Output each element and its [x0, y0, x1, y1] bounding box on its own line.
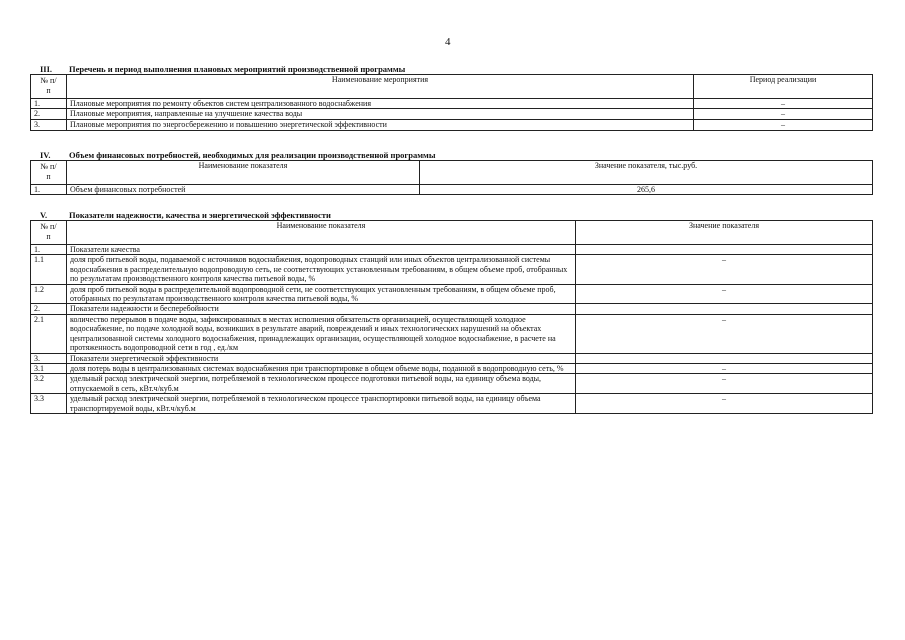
row-name: доля проб питьевой воды в распределительной водопроводной сети, не соответствующих установленным требованиям, в общем объеме проб, отобранных по результатам производственного контроля качества питьевой воды, % [67, 284, 576, 304]
row-name: доля проб питьевой воды, подаваемой с источников водоснабжения, водопроводных станций или иных объектов централизованной системы водоснабжения в распределительную водопроводную сеть, не соответствующих установленным требованиям, в общем объеме проб, отобранных по результатам производственного контроля качества питьевой воды, % [67, 255, 576, 284]
table-row [31, 98, 873, 109]
table-row [31, 184, 873, 195]
row-value: – [576, 255, 873, 284]
header-name: Наименование показателя [67, 221, 576, 245]
table-row [31, 314, 873, 353]
table-header-row [31, 221, 873, 245]
row-num: 1. [31, 184, 67, 195]
table-row [31, 364, 873, 374]
indicators-table [30, 220, 873, 414]
table-row [31, 304, 873, 314]
section-heading [30, 62, 873, 74]
row-num: 1.2 [31, 284, 67, 304]
header-value: Значение показателя, тыс.руб. [420, 161, 873, 185]
measures-table [30, 74, 873, 131]
table-header-row [31, 161, 873, 185]
row-num: 3.1 [31, 364, 67, 374]
header-value: Значение показателя [576, 221, 873, 245]
section-title: Объем финансовых потребностей, необходимых для реализации производственной программы [69, 149, 436, 160]
row-value: – [576, 314, 873, 353]
row-value: – [576, 284, 873, 304]
section-heading [30, 148, 873, 160]
header-name: Наименование мероприятия [67, 75, 694, 99]
row-period: – [694, 119, 873, 130]
row-value: – [576, 364, 873, 374]
table-row [31, 109, 873, 120]
row-num: 3.3 [31, 394, 67, 414]
row-name: Показатели надежности и бесперебойности [67, 304, 576, 314]
table-row [31, 255, 873, 284]
row-num: 3. [31, 119, 67, 130]
table-row [31, 374, 873, 394]
table-row [31, 284, 873, 304]
row-period: – [694, 109, 873, 120]
section-indicators [30, 208, 873, 414]
row-num: 2. [31, 304, 67, 314]
section-financial-needs [30, 148, 873, 195]
table-row [31, 244, 873, 254]
row-num: 3. [31, 353, 67, 363]
row-num: 1.1 [31, 255, 67, 284]
row-value: 265,6 [420, 184, 873, 195]
row-num: 2.1 [31, 314, 67, 353]
row-value [576, 353, 873, 363]
row-num: 1. [31, 98, 67, 109]
row-name: удельный расход электрической энергии, потребляемой в технологическом процессе подготовки питьевой воды, на единицу объема воды, отпускаемой в сеть, кВт.ч/куб.м [67, 374, 576, 394]
row-period: – [694, 98, 873, 109]
page-number: 4 [445, 36, 451, 48]
row-name: количество перерывов в подаче воды, зафиксированных в местах исполнения обязательств организацией, осуществляющей холодное водоснабжение, по подаче холодной воды, возникших в результате аварий, повреждений и иных технологических нарушений на объектах централизованной системы холодного водоснабжения, принадлежащих организации, осуществляющей холодное водоснабжение, в расчете на протяженность водопроводной сети в год , ед./км [67, 314, 576, 353]
table-header-row [31, 75, 873, 99]
section-title: Показатели надежности, качества и энергетической эффективности [69, 209, 331, 220]
row-name: Плановые мероприятия, направленные на улучшение качества воды [67, 109, 694, 120]
header-num: № п/п [31, 75, 67, 99]
row-name: удельный расход электрической энергии, потребляемой в технологическом процессе транспортировки питьевой воды, на единицу объема транспортируемой воды, кВт.ч/куб.м [67, 394, 576, 414]
section-title: Перечень и период выполнения плановых мероприятий производственной программы [69, 63, 406, 74]
row-name: доля потерь воды в централизованных системах водоснабжения при транспортировке в общем объеме воды, поданной в водопроводную сеть, % [67, 364, 576, 374]
row-value [576, 304, 873, 314]
section-planned-measures [30, 62, 873, 131]
section-number: IV. [40, 149, 51, 160]
header-num: № п/п [31, 161, 67, 185]
row-value: – [576, 394, 873, 414]
header-num: № п/п [31, 221, 67, 245]
table-row [31, 119, 873, 130]
header-period: Период реализации [694, 75, 873, 99]
row-name: Показатели качества [67, 244, 576, 254]
row-name: Показатели энергетической эффективности [67, 353, 576, 363]
row-name: Плановые мероприятия по энергосбережению и повышению энергетической эффективности [67, 119, 694, 130]
financial-table [30, 160, 873, 195]
row-name: Плановые мероприятия по ремонту объектов систем централизованного водоснабжения [67, 98, 694, 109]
row-value [576, 244, 873, 254]
row-num: 3.2 [31, 374, 67, 394]
section-number: V. [40, 209, 48, 220]
row-num: 2. [31, 109, 67, 120]
table-row [31, 353, 873, 363]
section-number: III. [40, 63, 53, 74]
row-num: 1. [31, 244, 67, 254]
row-value: – [576, 374, 873, 394]
table-row [31, 394, 873, 414]
header-name: Наименование показателя [67, 161, 420, 185]
row-name: Объем финансовых потребностей [67, 184, 420, 195]
section-heading [30, 208, 873, 220]
